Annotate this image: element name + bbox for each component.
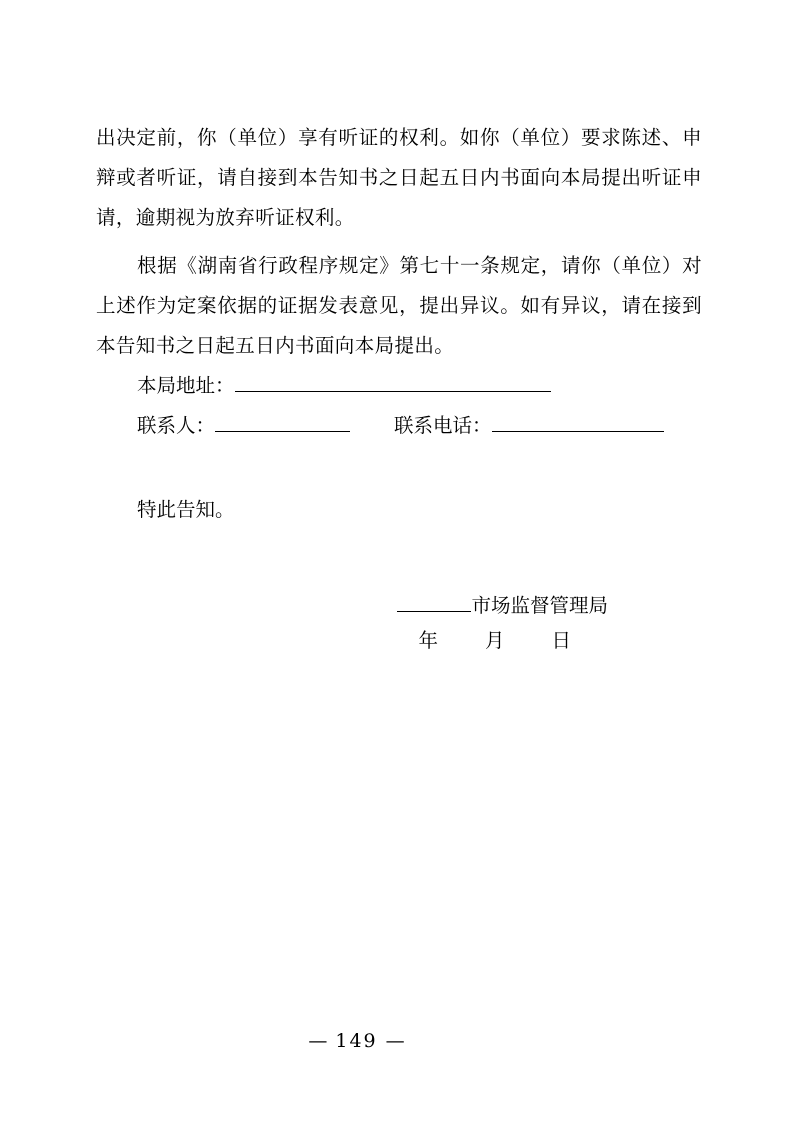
paragraph-evidence-opinion: 根据《湖南省行政程序规定》第七十一条规定，请你（单位）对上述作为定案依据的证据发表意见，提出异议。如有异议，请在接到本告知书之日起五日内书面向本局提出。 — [96, 254, 702, 357]
address-field-row — [96, 366, 702, 406]
paragraph-continuation: 出决定前，你（单位）享有听证的权利。如你（单位）要求陈述、申辩或者听证，请自接到本告知书之日起五日内书面向本局提出听证申请，逾期视为放弃听证权利。 — [96, 126, 702, 229]
address-blank[interactable] — [235, 372, 551, 392]
document-body — [96, 118, 702, 658]
date-year: 年 — [418, 629, 439, 652]
address-label: 本局地址： — [137, 374, 235, 397]
footer-dash-left: — — [308, 1030, 328, 1052]
contact-field-row — [96, 406, 702, 446]
contact-blank[interactable] — [215, 412, 350, 432]
organization-blank[interactable] — [397, 592, 471, 612]
signature-line — [96, 588, 702, 624]
page-number: 149 — [335, 1030, 378, 1052]
date-day: 日 — [551, 629, 572, 652]
phone-label: 联系电话： — [394, 414, 492, 437]
phone-blank[interactable] — [492, 412, 664, 432]
footer-dash-right: — — [385, 1030, 405, 1052]
date-line — [96, 624, 702, 658]
page-footer — [0, 1030, 793, 1052]
notice-text: 特此告知。 — [137, 498, 235, 521]
contact-label: 联系人： — [137, 414, 216, 437]
date-month: 月 — [484, 629, 506, 652]
organization-name: 市场监督管理局 — [471, 594, 608, 617]
